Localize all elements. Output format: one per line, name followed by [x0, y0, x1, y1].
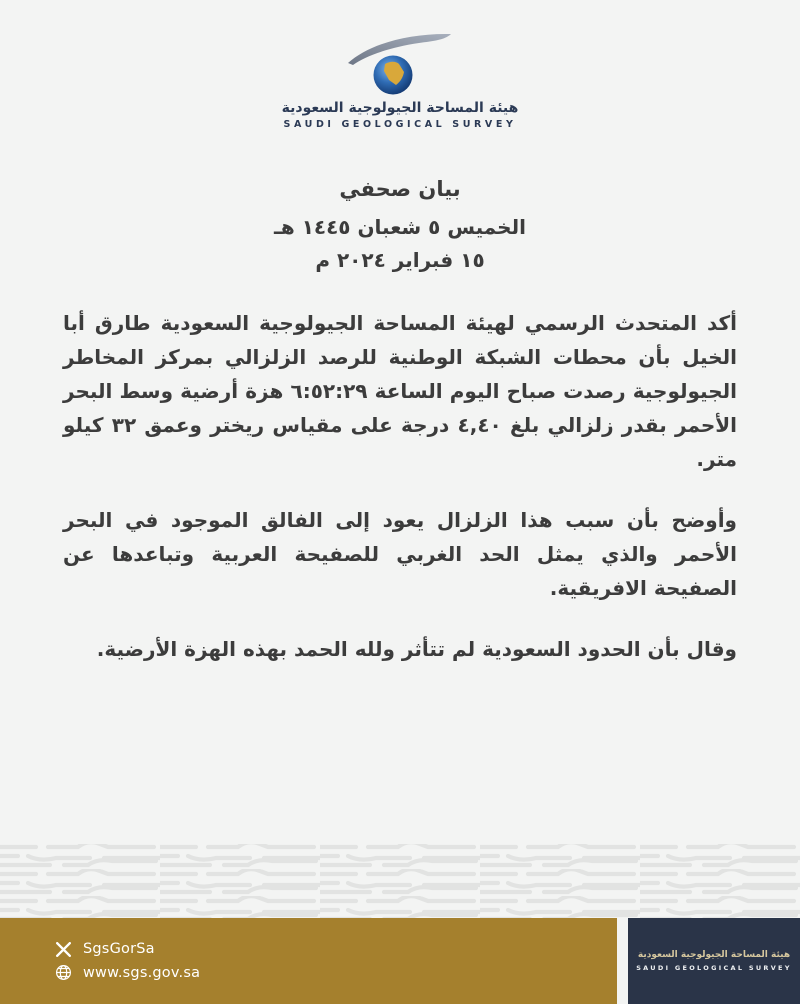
topographic-pattern — [0, 842, 800, 918]
logo-arabic-text: هيئة المساحة الجيولوجية السعودية — [281, 100, 519, 116]
date-gregorian: ١٥ فبراير ٢٠٢٤ م — [315, 248, 485, 272]
logo-english-text: SAUDI GEOLOGICAL SURVEY — [283, 119, 517, 130]
paragraph-no-impact: وقال بأن الحدود السعودية لم تتأثر ولله الحمد بهذه الهزة الأرضية. — [96, 637, 737, 661]
title-block — [0, 176, 800, 277]
x-twitter-icon — [55, 942, 72, 957]
press-release-body — [63, 306, 737, 693]
date-hijri: الخميس ٥ شعبان ١٤٤٥ هـ — [274, 215, 526, 239]
globe-web-icon — [55, 964, 72, 981]
paragraph-fault-explanation: وأوضح بأن سبب هذا الزلزال يعود إلى الفالق الموجود في البحر الأحمر والذي يمثل الحد الغربي للصفيحة العربية وتباعدها عن الصفيحة الافريقية. — [63, 508, 737, 600]
twitter-row — [55, 941, 617, 957]
footer-logo-english: SAUDI GEOLOGICAL SURVEY — [636, 964, 792, 972]
footer-contact-bar — [0, 918, 617, 1004]
footer-logo-panel — [628, 918, 800, 1004]
website-row — [55, 964, 617, 981]
paragraph-earthquake-report: أكد المتحدث الرسمي لهيئة المساحة الجيولوجية السعودية طارق أبا الخيل بأن محطات الشبكة الوطنية للرصد الزلزالي بمركز المخاطر الجيولوجية رصدت صباح اليوم الساعة ٦:٥٢:٢٩ هزة أرضية وسط البحر الأحمر بقدر زلزالي بلغ ٤,٤٠ درجة على مقياس ريختر وعمق ٣٢ كيلو متر. — [63, 311, 738, 471]
website-url: www.sgs.gov.sa — [83, 964, 201, 981]
page-title: بيان صحفي — [339, 177, 461, 201]
twitter-handle: SgsGorSa — [83, 941, 155, 957]
footer-logo-arabic: هيئة المساحة الجيولوجية السعودية — [637, 950, 791, 960]
sgs-logo-mark-icon — [344, 30, 456, 96]
sgs-logo — [0, 30, 800, 130]
